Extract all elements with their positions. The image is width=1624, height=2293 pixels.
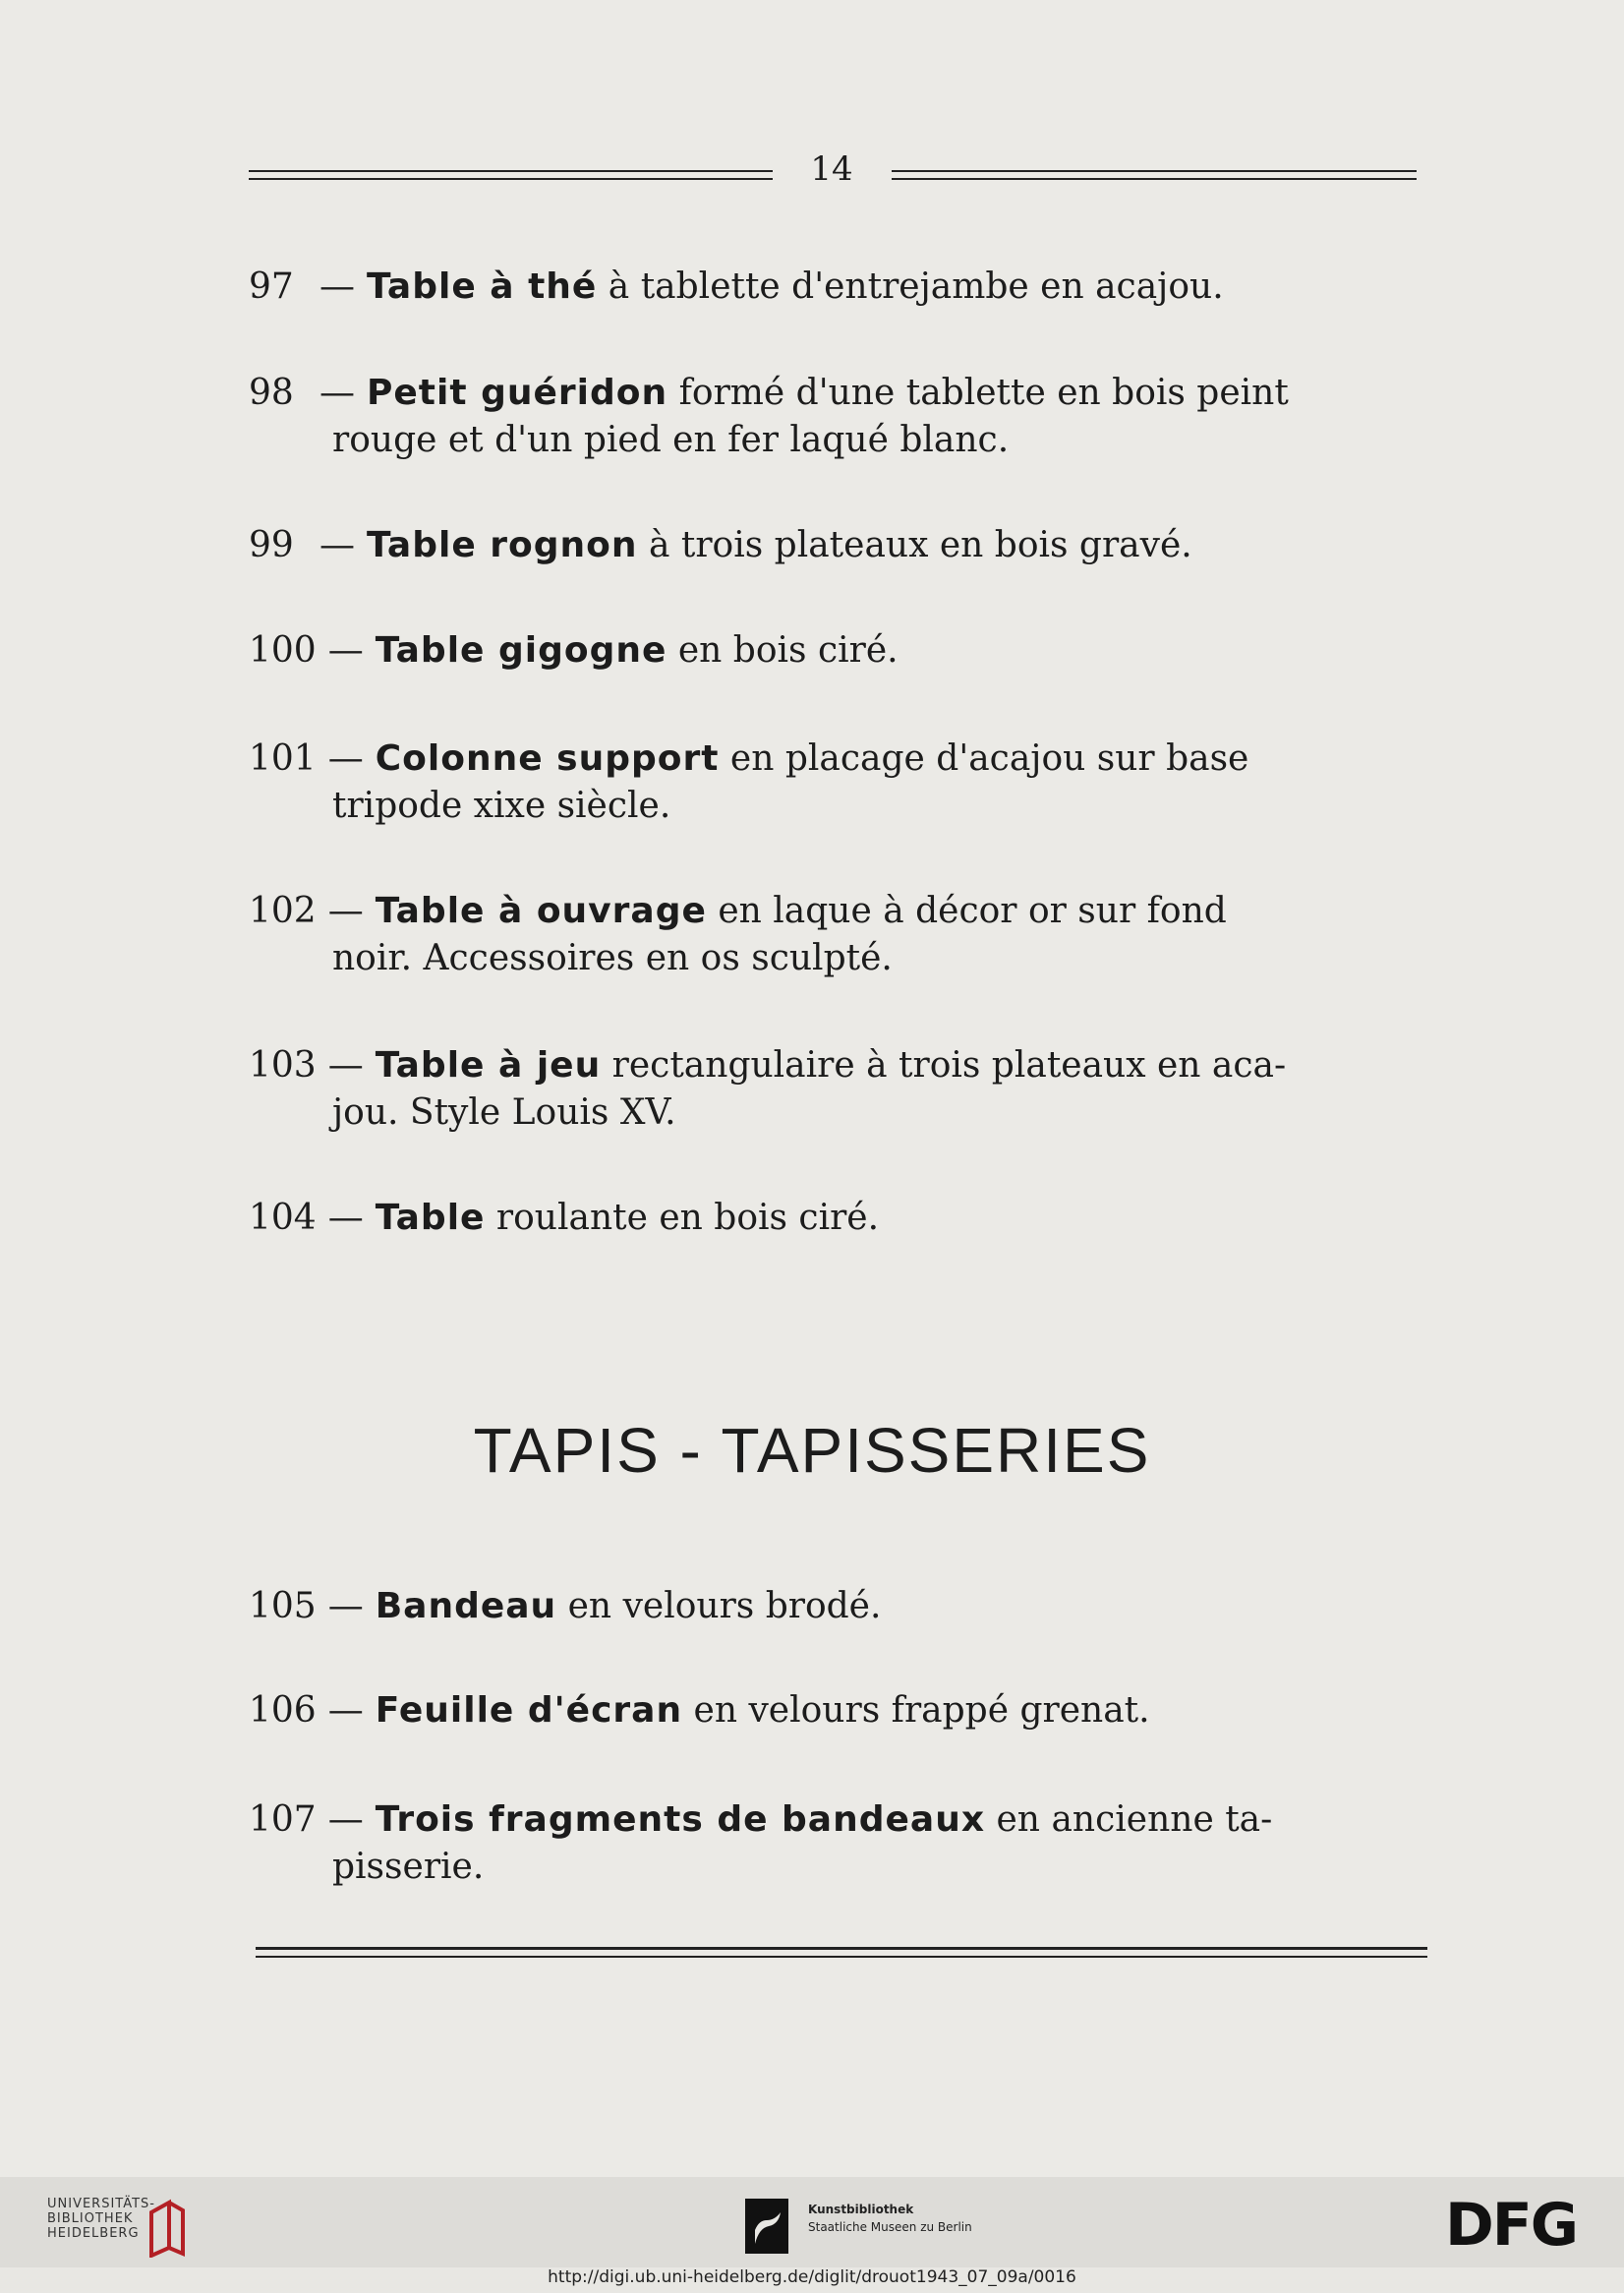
logo-line: BIBLIOTHEK [47, 2211, 134, 2226]
entry-continuation: noir. Accessoires en os sculpté. [332, 938, 893, 978]
catalog-entry-98 [249, 370, 1421, 464]
entry-title: Colonne support [375, 738, 720, 779]
entry-continuation: pisserie. [332, 1847, 485, 1887]
entry-description: roulante en bois ciré. [485, 1198, 880, 1238]
entry-number: 105 [249, 1586, 317, 1626]
header-rule-right [892, 170, 1417, 180]
entry-description: en laque à décor or sur fond [706, 891, 1227, 931]
entry-number: 101 [249, 738, 317, 779]
catalog-entry-105 [249, 1583, 1421, 1630]
entry-number: 104 [249, 1198, 317, 1238]
entry-continuation: rouge et d'un pied en fer laqué blanc. [332, 420, 1010, 460]
entry-title: Feuille d'écran [375, 1690, 683, 1731]
entry-number: 100 [249, 630, 317, 671]
kb-subtitle: Staatliche Museen zu Berlin [808, 2220, 972, 2234]
entry-continuation: jou. Style Louis XV. [332, 1092, 676, 1133]
page-number: 14 [810, 149, 853, 189]
header-rule-left [249, 170, 773, 180]
entry-description: à tablette d'entrejambe en acajou. [597, 266, 1224, 307]
catalog-entry-100 [249, 627, 1421, 675]
entry-number: 106 [249, 1690, 317, 1731]
dfg-logo: DFG [1445, 2191, 1578, 2260]
entry-number: 107 [249, 1799, 317, 1840]
kunstbibliothek-eagle-icon [745, 2199, 788, 2254]
entry-description: en ancienne ta- [985, 1799, 1273, 1840]
entry-continuation: tripode xixe siècle. [332, 786, 671, 826]
entry-title: Table gigogne [375, 630, 667, 671]
entry-dash: — [319, 266, 355, 307]
kb-name: Kunstbibliothek [808, 2203, 914, 2216]
entry-dash: — [319, 373, 355, 413]
entry-title: Petit guéridon [367, 373, 668, 413]
entry-number: 98 [249, 373, 294, 413]
entry-title: Bandeau [375, 1586, 557, 1626]
catalog-entry-104 [249, 1195, 1421, 1242]
entry-description: en velours brodé. [556, 1586, 882, 1626]
catalog-entry-103 [249, 1042, 1421, 1137]
kunstbibliothek-logo [808, 2201, 972, 2236]
entry-dash: — [327, 630, 364, 671]
entry-dash: — [327, 891, 364, 931]
entry-description: formé d'une tablette en bois peint [667, 373, 1289, 413]
entry-dash: — [327, 738, 364, 779]
catalog-entry-107 [249, 1796, 1421, 1891]
section-title: TAPIS - TAPISSERIES [473, 1415, 1151, 1486]
entry-description: en placage d'acajou sur base [719, 738, 1249, 779]
logo-line: UNIVERSITÄTS- [47, 2197, 155, 2211]
entry-dash: — [327, 1198, 364, 1238]
entry-description: à trois plateaux en bois gravé. [637, 525, 1192, 565]
entry-description: en bois ciré. [667, 630, 899, 671]
source-url[interactable]: http://digi.ub.uni-heidelberg.de/diglit/drouot1943_07_09a/0016 [0, 2267, 1624, 2293]
logo-line: HEIDELBERG [47, 2226, 140, 2241]
entry-description: rectangulaire à trois plateaux en aca- [601, 1045, 1287, 1086]
entry-number: 99 [249, 525, 294, 565]
catalog-entry-101 [249, 735, 1421, 830]
catalog-entry-102 [249, 888, 1421, 982]
entry-number: 103 [249, 1045, 317, 1086]
entry-dash: — [327, 1690, 364, 1731]
entry-dash: — [327, 1799, 364, 1840]
entry-description: en velours frappé grenat. [682, 1690, 1150, 1731]
entry-dash: — [327, 1586, 364, 1626]
entry-title: Table à thé [367, 266, 598, 307]
entry-dash: — [319, 525, 355, 565]
heidelberg-library-logo [47, 2197, 155, 2241]
entry-dash: — [327, 1045, 364, 1086]
footer-rule [256, 1947, 1427, 1958]
entry-title: Table rognon [367, 525, 638, 565]
catalog-entry-97 [249, 264, 1421, 311]
catalog-entry-99 [249, 522, 1421, 569]
entry-number: 102 [249, 891, 317, 931]
heidelberg-book-icon [145, 2199, 187, 2258]
entry-title: Trois fragments de bandeaux [375, 1799, 986, 1840]
entry-title: Table à jeu [375, 1045, 602, 1086]
entry-title: Table à ouvrage [375, 891, 707, 931]
entry-title: Table [375, 1198, 486, 1238]
entry-number: 97 [249, 266, 294, 307]
catalog-entry-106 [249, 1687, 1421, 1734]
